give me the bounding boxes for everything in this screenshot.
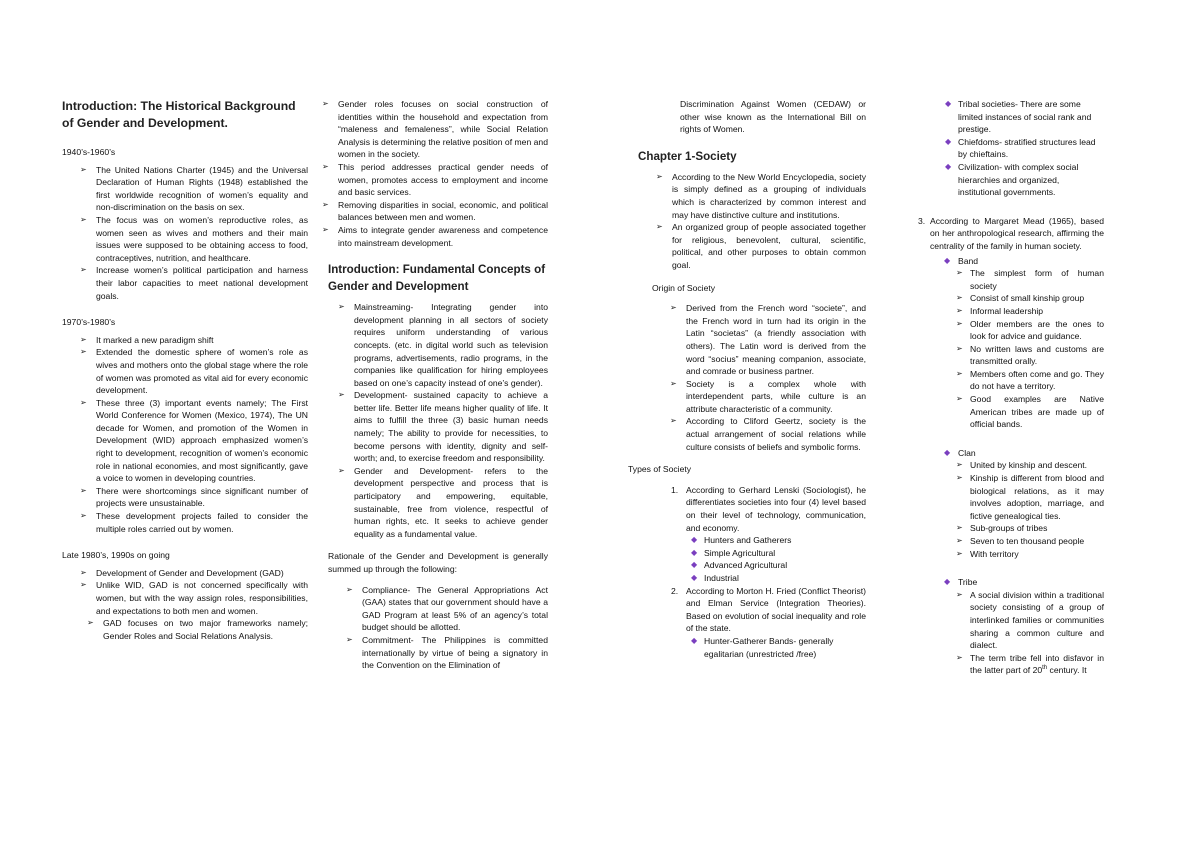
list-item: ➢ According to the New World Encyclopedia, society is simply defined as a grouping of individuals which is characterized by common interest and may have distinctive culture and institutions. — [672, 171, 866, 221]
list-item: 3. According to Margaret Mead (1965), based on her anthropological research, affirming the centrality of the family in human society. — [918, 215, 1104, 251]
list-item: ➢ This period addresses practical gender needs of women, promotes access to employment and income and basic services. — [338, 161, 548, 199]
list-item: ➢ United by kinship and descent. — [970, 459, 1104, 472]
list-item: ➢ Seven to ten thousand people — [970, 535, 1104, 548]
list-item: ➢ Informal leadership — [970, 305, 1104, 318]
list-item: ➢ Older members are the ones to look for advice and guidance. — [970, 318, 1104, 343]
list-item: ◆ Chiefdoms- stratified structures lead by chieftains. — [958, 136, 1104, 161]
list-item: ➢ Aims to integrate gender awareness and competence into mainstream development. — [338, 224, 548, 249]
list-item: ➢ Sub-groups of tribes — [970, 522, 1104, 535]
list-item: ➢ GAD focuses on two major frameworks namely; Gender Roles and Social Relations Analysis. — [103, 617, 308, 642]
list-item: ➢ Extended the domestic sphere of women’s role as wives and mothers onto the global stage where the role of women was promoted as vital aid for every economic development. — [96, 346, 308, 396]
rationale-list — [312, 584, 548, 672]
types-heading: Types of Society — [628, 464, 692, 475]
list-item: ➢ Society is a complex whole with interdependent parts, while culture is an attribute characteristic of a community. — [686, 378, 866, 416]
list-item: ➢ It marked a new paradigm shift — [96, 334, 308, 347]
column-3 — [628, 98, 866, 660]
list-item: ➢ Development- sustained capacity to achieve a better life. Better life means higher quality of life. It aims to fulfill the three (3) basic human needs namely; The ability to provide for necessities, to become persons with identity, dignity and self-worth; and, to exercise freedom and responsibility. — [354, 389, 548, 465]
period-1970s-list — [62, 334, 308, 536]
clan-heading: ◆ Clan — [946, 447, 1104, 460]
tribe-list — [946, 589, 1104, 677]
list-item: ➢ With territory — [970, 548, 1104, 561]
period-heading-1940s: 1940’s-1960’s — [62, 147, 116, 157]
list-item: ➢ The term tribe fell into disfavor in the latter part of 20th century. It — [970, 652, 1104, 677]
list-item: ➢ No written laws and customs are transmitted orally. — [970, 343, 1104, 368]
period-1980s-list — [62, 567, 308, 617]
period-1980s-extra — [62, 617, 308, 642]
list-item: ➢ Derived from the French word “societe”, and the French word in turn had its origin in the Latin “societas” (a friendly association with others). The Latin word is derived from the word “socius” meaning companion, associate, and comrade or business partner. — [686, 302, 866, 378]
list-item: ◆ Advanced Agricultural — [704, 559, 866, 572]
list-item: ➢ Unlike WID, GAD is not concerned specifically with women, but with the way assign roles, responsibilities, and expectations to both men and women. — [96, 579, 308, 617]
column-2 — [312, 98, 548, 672]
lenski-list — [686, 534, 866, 584]
cedaw-continued: Discrimination Against Women (CEDAW) or other wise known as the International Bill on rights of Women. — [680, 99, 866, 135]
list-item: ➢ There were shortcomings since significant number of projects were unsustainable. — [96, 485, 308, 510]
band-heading: ◆ Band — [946, 255, 1104, 268]
list-item: ➢ Removing disparities in social, economic, and political balances between men and women. — [338, 199, 548, 224]
list-item: ➢ Gender and Development- refers to the development perspective and process that is participatory and empowering, equitable, sustainable, free from violence, respectful of human rights, etc. It seeks to achieve gender equality as a fundamental value. — [354, 465, 548, 541]
list-item: ➢ The simplest form of human society — [970, 267, 1104, 292]
list-item: ➢ Consist of small kinship group — [970, 292, 1104, 305]
list-item: ➢ Compliance- The General Appropriations Act (GAA) states that our government should have a GAD Program at least 5% of an agency’s total budget should be allotted. — [362, 584, 548, 634]
list-number: 2. — [671, 585, 679, 596]
list-item: ➢ Increase women’s political participation and harness their labor capacities to meet national development goals. — [96, 264, 308, 302]
list-item: ➢ Kinship is different from blood and biological relations, as it may involves adoption, marriage, and fictive genealogical ties. — [970, 472, 1104, 522]
section-title-concepts: Introduction: Fundamental Concepts of Gender and Development — [328, 263, 546, 294]
list-item: ◆ Hunters and Gatherers — [704, 534, 866, 547]
mead-list — [918, 215, 1104, 253]
fried-list — [686, 635, 866, 660]
band-list — [946, 267, 1104, 431]
list-item: ➢ Members often come and go. They do not have a territory. — [970, 368, 1104, 393]
list-item: ➢ Gender roles focuses on social construction of identities within the household and expectation from “maleness and femaleness”, while Social Relation Analysis is determining the relative position of men and women in the society. — [338, 98, 548, 161]
list-item: ◆ Civilization- with complex social hierarchies and organized, institutional governments. — [958, 161, 1104, 199]
period-heading-1980s: Late 1980’s, 1990s on going — [62, 550, 170, 561]
list-item: ➢ These three (3) important events namely; The First World Conference for Women (Mexico, 1974), The UN decade for Women, and promotion of the Women in Development (WID) approach emphasized women’s right to development, recognition of women’s economic role in national economies, and most significantly, gave a voice to women in developing countries. — [96, 397, 308, 485]
list-item: ➢ Development of Gender and Development (GAD) — [96, 567, 308, 580]
fried-list-continued — [918, 98, 1104, 199]
origin-list — [638, 302, 866, 453]
column-1 — [62, 98, 308, 642]
types-list — [638, 484, 866, 660]
list-item: ➢ The focus was on women’s reproductive roles, as women seen as wives and mothers and their main issues were supposed to be obtaining access to food, contraceptives, nutrition, and healthcare. — [96, 214, 308, 264]
list-item: 2. According to Morton H. Fried (Conflict Theorist) and Elman Service (Integration Theories). Based on evolution of social inequality and role of the state. ◆ Hunter-Gatherer Bands- generally egalitarian (unrestricted /free) — [686, 585, 866, 661]
rationale-intro: Rationale of the Gender and Development is generally summed up through the following: — [328, 551, 548, 574]
list-item: ➢ These development projects failed to consider the multiple roles carried out by women. — [96, 510, 308, 535]
origin-heading: Origin of Society — [652, 282, 716, 293]
list-item: ➢ Mainstreaming- Integrating gender into development planning in all sectors of society requires uniform understanding of various concepts. (etc. in digital world such as television programs, advertisements, radio programs, in the companies like qualification for hiring employees based on one’s capacity instead of one’s gender). — [354, 301, 548, 389]
list-item: ◆ Tribal societies- There are some limited instances of social rank and prestige. — [958, 98, 1104, 136]
list-item: ◆ Simple Agricultural — [704, 547, 866, 560]
society-definition-list — [638, 171, 866, 272]
chapter-title: Chapter 1-Society — [638, 149, 737, 163]
list-item: ➢ According to Cliford Geertz, society is the actual arrangement of social relations while culture consists of beliefs and symbolic forms. — [686, 415, 866, 453]
list-number: 1. — [671, 484, 679, 495]
list-number: 3. — [918, 215, 926, 226]
list-item: 1. According to Gerhard Lenski (Sociologist), he differentiates societies into four (4) level based on their level of technology, communication, and economy. ◆ Hunters and Gatherers ◆ Simple Agricultural ◆ Advanced Agricultural ◆ Industrial — [686, 484, 866, 585]
list-item: ➢ The United Nations Charter (1945) and the Universal Declaration of Human Rights (1948) established the first worldwide recognition of women’s equality and non-discrimination on the basis on sex. — [96, 164, 308, 214]
concepts-list — [312, 301, 548, 540]
list-item: ➢ Commitment- The Philippines is committed internationally by virtue of being a signatory in the Convention on the Elimination of — [362, 634, 548, 672]
column-4 — [918, 98, 1104, 677]
list-item: ➢ An organized group of people associated together for religious, benevolent, cultural, scientific, political, and other purposes to obtain common goal. — [672, 221, 866, 271]
list-item: ◆ Hunter-Gatherer Bands- generally egalitarian (unrestricted /free) — [704, 635, 866, 660]
list-item: ➢ A social division within a traditional society consisting of a group of interlinked families or communities sharing a common culture and dialect. — [970, 589, 1104, 652]
period-1940s-list — [62, 164, 308, 303]
list-item: ➢ Good examples are Native American tribes are made up of official bands. — [970, 393, 1104, 431]
tribe-heading: ◆ Tribe — [946, 576, 1104, 589]
section-title-historical: Introduction: The Historical Background of Gender and Development. — [62, 99, 296, 130]
list-item: ◆ Industrial — [704, 572, 866, 585]
period-heading-1970s: 1970’s-1980’s — [62, 317, 116, 328]
clan-list — [946, 459, 1104, 560]
gad-focus-list — [312, 98, 548, 249]
